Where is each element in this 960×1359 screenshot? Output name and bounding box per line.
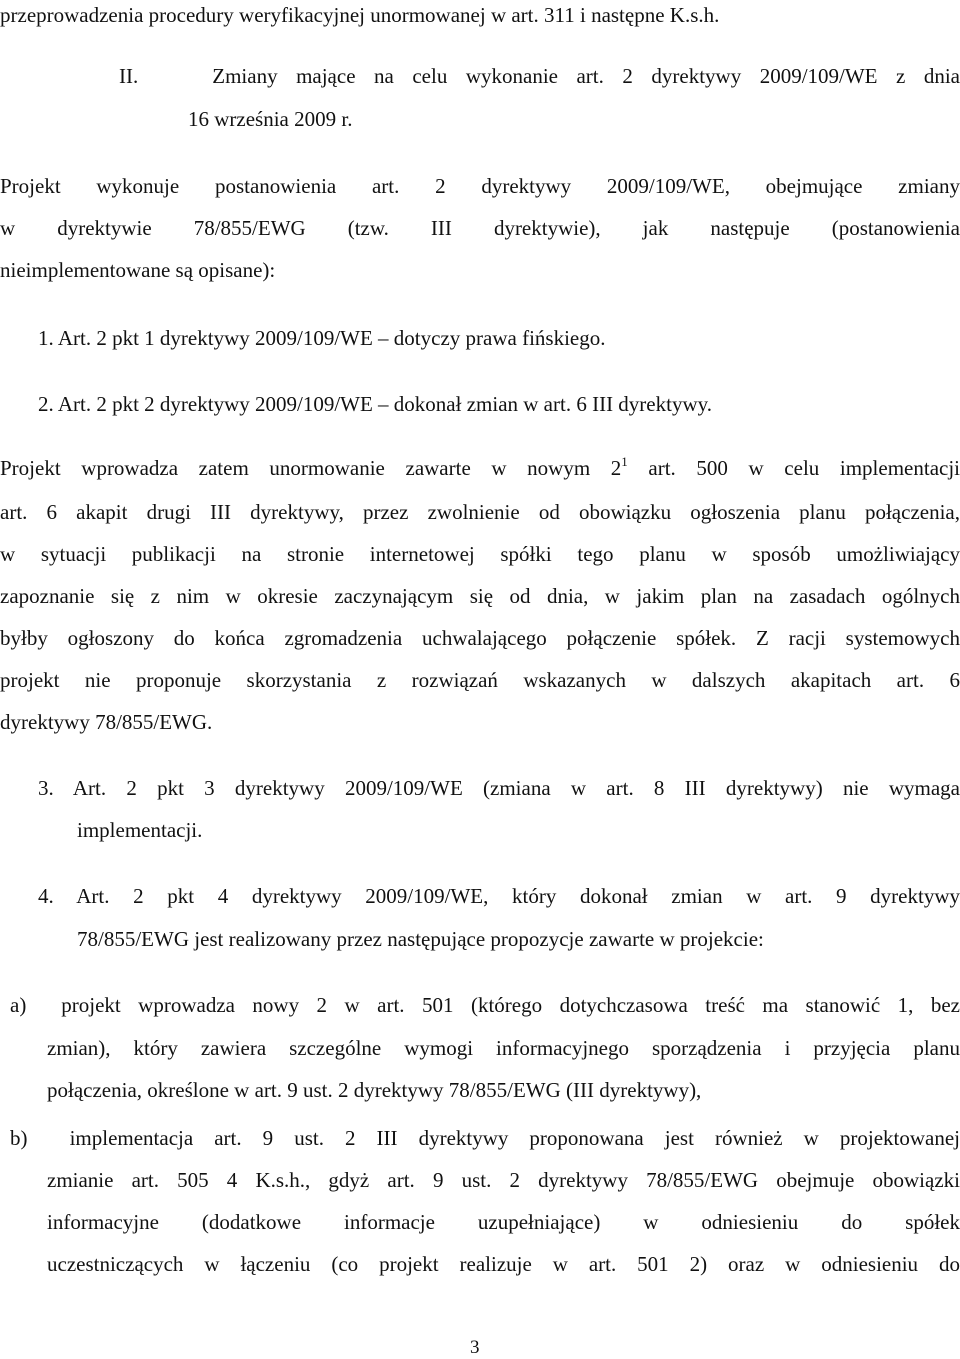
list-item-3-cont: implementacji. xyxy=(77,818,203,842)
section-ref: $2^1$ xyxy=(610,454,628,480)
paragraph-line: projekt nie proponuje skorzystania z rozwiązań wskazanych w dalszych akapitach art. 6 xyxy=(0,668,960,692)
text-line-carryover: przeprowadzenia procedury weryfikacyjnej unormowanej w art. 311 i następne K.s.h. xyxy=(0,3,720,27)
sub-item-b-cont: informacyjne (dodatkowe informacje uzupełniające) w odniesieniu do spółek xyxy=(47,1210,960,1234)
section-heading-ii: II. Zmiany mające na celu wykonanie art. 2 dyrektywy 2009/109/WE z dnia xyxy=(119,64,960,88)
paragraph-line: byłby ogłoszony do końca zgromadzenia uchwalającego połączenie spółek. Z racji systemowych xyxy=(0,626,960,650)
sub-item-a-cont: zmian), który zawiera szczególne wymogi informacyjnego sporządzenia i przyjęcia planu xyxy=(47,1036,960,1060)
paragraph-text: Projekt wprowadza zatem unormowanie zawarte w nowym xyxy=(0,456,591,480)
sub-item-b-cont: zmianie art. 505 4 K.s.h., gdyż art. 9 ust. 2 dyrektywy 78/855/EWG obejmuje obowiązki xyxy=(47,1168,960,1192)
sub-item-a-cont: połączenia, określone w art. 9 ust. 2 dyrektywy 78/855/EWG (III dyrektywy), xyxy=(47,1078,702,1102)
list-item-2: 2. Art. 2 pkt 2 dyrektywy 2009/109/WE – dokonał zmian w art. 6 III dyrektywy. xyxy=(38,392,713,416)
paragraph-line: dyrektywy 78/855/EWG. xyxy=(0,710,213,734)
paragraph-line: nieimplementowane są opisane): xyxy=(0,258,276,282)
paragraph-line-with-superscript xyxy=(0,455,960,481)
page-number: 3 xyxy=(470,1337,480,1358)
list-item-4: 4. Art. 2 pkt 4 dyrektywy 2009/109/WE, który dokonał zmian w art. 9 dyrektywy xyxy=(38,884,960,908)
sub-item-b: b) implementacja art. 9 ust. 2 III dyrektywy proponowana jest również w projektowanej xyxy=(10,1126,960,1150)
paragraph-line: zapoznanie się z nim w okresie zaczynającym się od dnia, w jakim plan na zasadach ogólnych xyxy=(0,584,960,608)
list-item-4-cont: 78/855/EWG jest realizowany przez następujące propozycje zawarte w projekcie: xyxy=(77,927,764,951)
paragraph-text: art. 500 w celu implementacji xyxy=(648,456,960,480)
paragraph-line: art. 6 akapit drugi III dyrektywy, przez zwolnienie od obowiązku ogłoszenia planu połączenia, xyxy=(0,500,960,524)
sub-item-a: a) projekt wprowadza nowy 2 w art. 501 (którego dotychczasowa treść ma stanowić 1, bez xyxy=(10,993,960,1017)
paragraph-line: w dyrektywie 78/855/EWG (tzw. III dyrektywie), jak następuje (postanowienia xyxy=(0,216,960,240)
list-item-3: 3. Art. 2 pkt 3 dyrektywy 2009/109/WE (zmiana w art. 8 III dyrektywy) nie wymaga xyxy=(38,776,960,800)
section-heading-ii-cont: 16 września 2009 r. xyxy=(188,107,353,131)
sub-item-b-cont: uczestniczących w łączeniu (co projekt realizuje w art. 501 2) oraz w odniesieniu do xyxy=(47,1252,960,1276)
paragraph-line: w sytuacji publikacji na stronie internetowej spółki tego planu w sposób umożliwiający xyxy=(0,542,960,566)
superscript: 1 xyxy=(621,454,628,469)
list-item-1: 1. Art. 2 pkt 1 dyrektywy 2009/109/WE – dotyczy prawa fińskiego. xyxy=(38,326,606,350)
paragraph-line: Projekt wykonuje postanowienia art. 2 dyrektywy 2009/109/WE, obejmujące zmiany xyxy=(0,174,960,198)
